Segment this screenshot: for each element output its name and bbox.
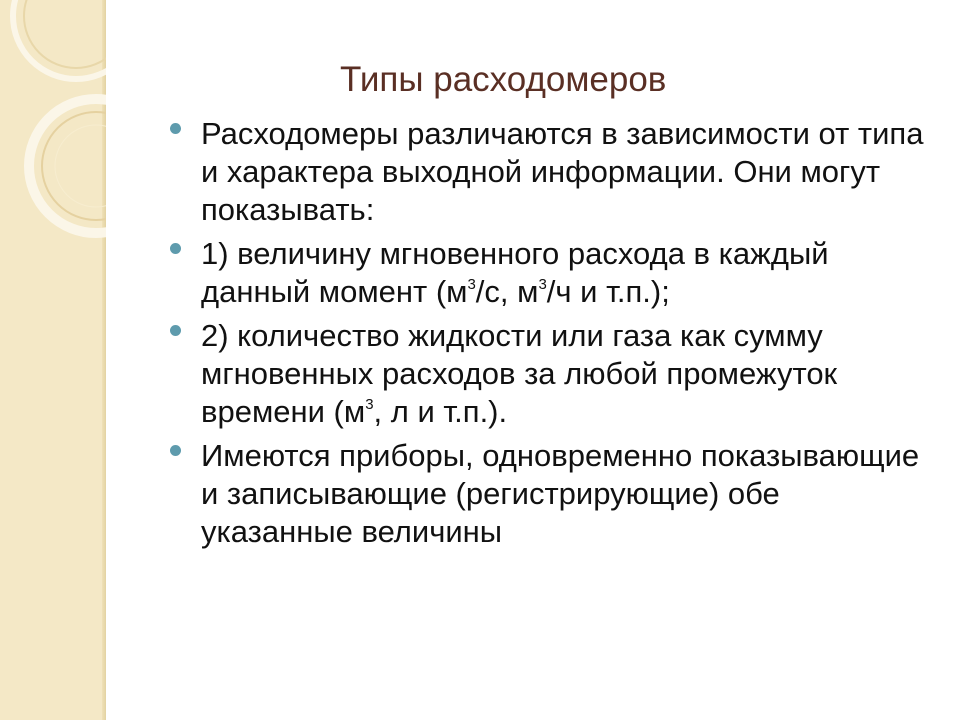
bullet-text-part: /ч и т.п.); bbox=[546, 274, 670, 309]
bullet-dot-icon bbox=[170, 243, 181, 254]
decorative-rings-icon bbox=[0, 0, 106, 720]
bullet-dot-icon bbox=[170, 325, 181, 336]
bullet-list bbox=[168, 115, 928, 557]
bullet-text: Имеются приборы, одновременно показывающие и записывающие (регистрирующие) обе указанные величины bbox=[201, 438, 920, 549]
superscript-3: 3 bbox=[467, 276, 476, 293]
bullet-dot-icon bbox=[170, 123, 181, 134]
bullet-text bbox=[201, 235, 928, 311]
bullet-text-part: , л и т.п.). bbox=[373, 394, 508, 429]
superscript-3: 3 bbox=[538, 276, 547, 293]
bullet-text-part: 1) величину мгновенного расхода в каждый данный момент (м bbox=[201, 236, 829, 309]
bullet-dot-icon bbox=[170, 445, 181, 456]
bullet-item bbox=[168, 115, 928, 229]
bullet-text-part: /с, м bbox=[475, 274, 539, 309]
bullet-text-part: 2) количество жидкости или газа как сумму мгновенных расходов за любой промежуток времени (м bbox=[201, 318, 838, 429]
bullet-text bbox=[201, 317, 928, 431]
bullet-item bbox=[168, 317, 928, 431]
superscript-3: 3 bbox=[365, 396, 374, 413]
bullet-item bbox=[168, 437, 928, 551]
slide-title: Типы расходомеров bbox=[340, 60, 667, 99]
bullet-item bbox=[168, 235, 928, 311]
bullet-text: Расходомеры различаются в зависимости от типа и характера выходной информации. Они могут показывать: bbox=[201, 116, 924, 227]
